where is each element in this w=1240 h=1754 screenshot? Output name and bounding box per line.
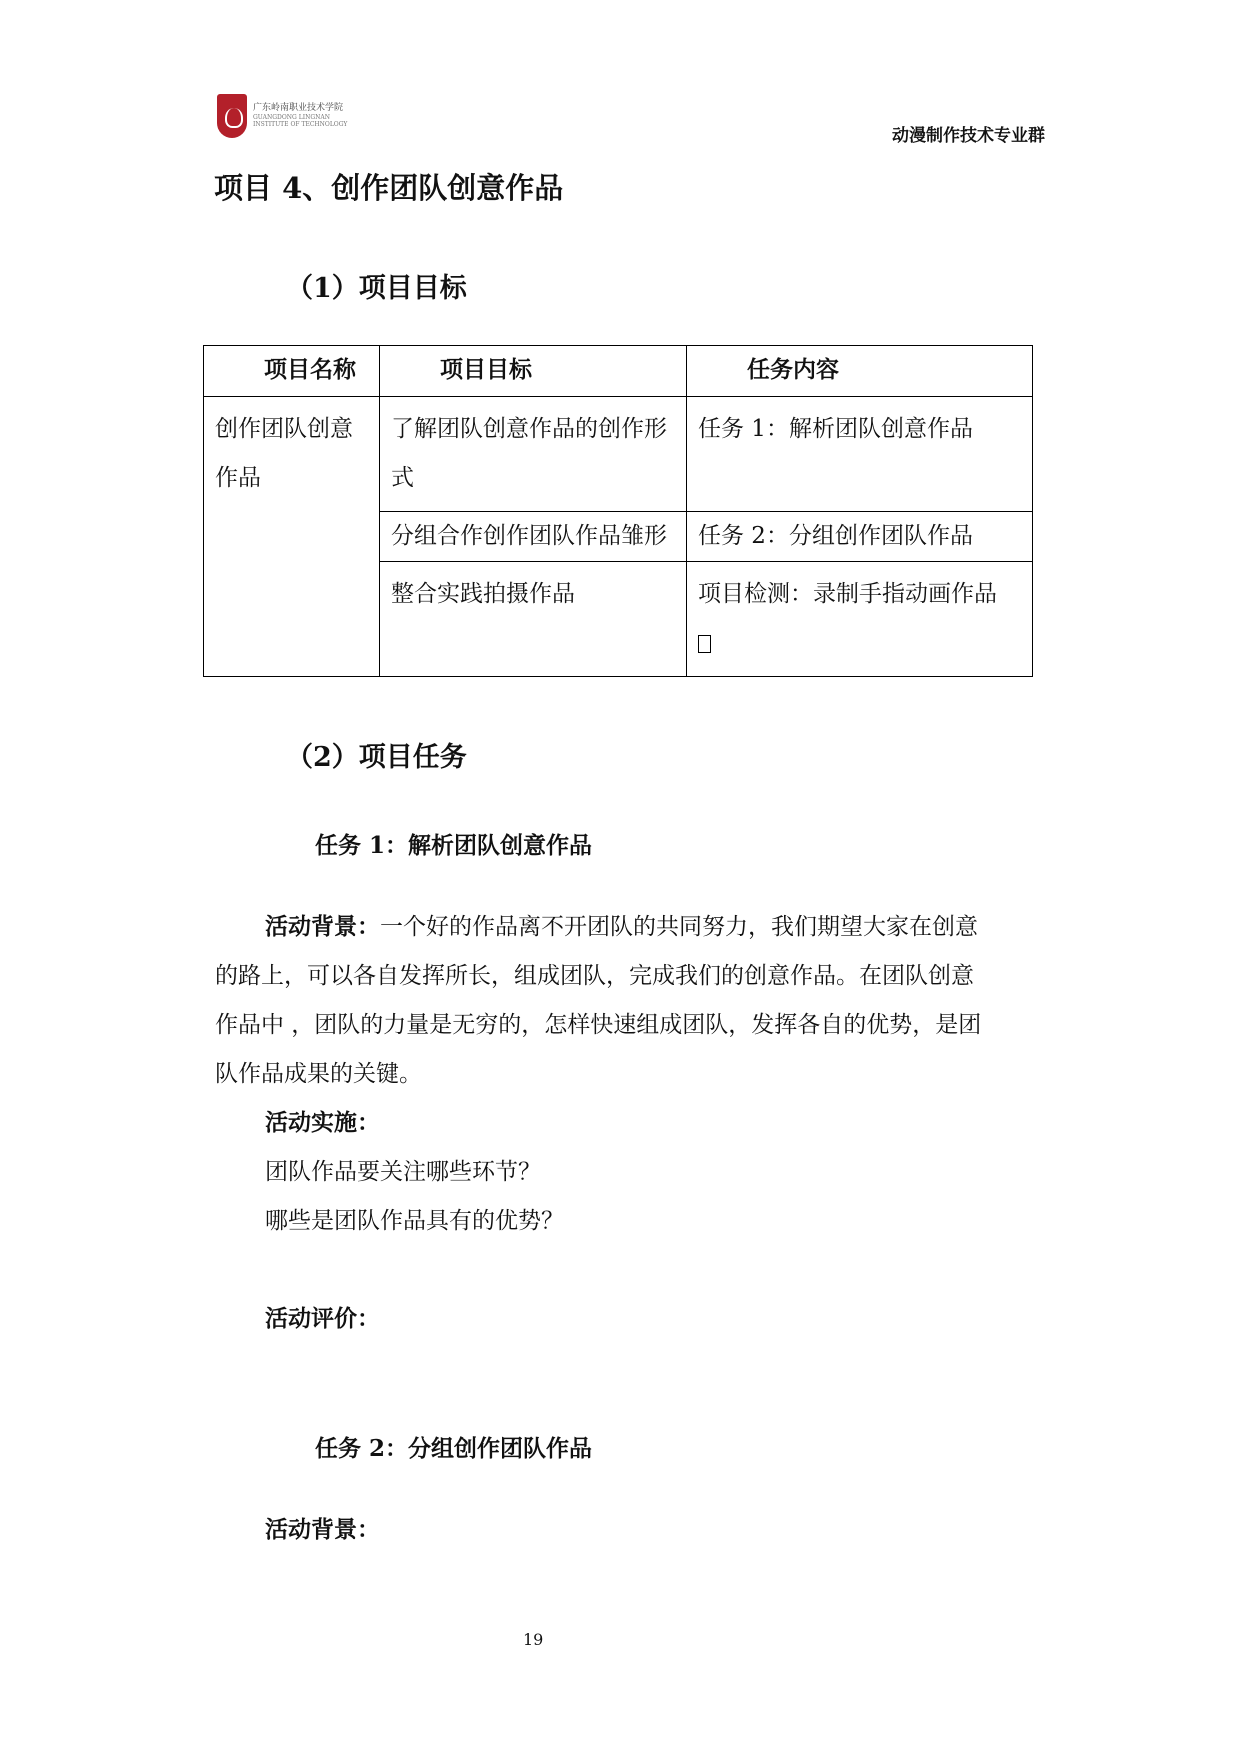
paragraph-line: 队作品成果的关键。 bbox=[215, 1061, 422, 1087]
goal-cell: 了解团队创意作品的创作形式 bbox=[380, 397, 687, 512]
paragraph-line: 活动背景：一个好的作品离不开团队的共同努力，我们期望大家在创意 bbox=[265, 913, 978, 940]
goals-table bbox=[203, 345, 1033, 677]
task-cell: 项目检测：录制手指动画作品 bbox=[687, 562, 1033, 677]
table-header-row bbox=[204, 346, 1033, 397]
header-cell: 项目目标 bbox=[380, 346, 687, 397]
task-cell: 任务 1：解析团队创意作品 bbox=[687, 397, 1033, 512]
question: 团队作品要关注哪些环节？ bbox=[265, 1159, 541, 1185]
shield-icon bbox=[217, 94, 247, 138]
question: 哪些是团队作品具有的优势？ bbox=[265, 1208, 564, 1234]
college-logo bbox=[217, 94, 348, 140]
paragraph-line: 作品中 ，团队的力量是无穷的，怎样快速组成团队，发挥各自的优势，是团 bbox=[215, 1012, 982, 1038]
missing-glyph-box bbox=[698, 635, 711, 653]
task2-heading: 任务 2：分组创作团队作品 bbox=[315, 1435, 593, 1462]
page-title: 项目 4、创作团队创意作品 bbox=[214, 171, 564, 205]
section-heading-2: （2）项目任务 bbox=[286, 742, 467, 773]
task1-heading: 任务 1：解析团队创意作品 bbox=[315, 832, 593, 859]
task2-bg-label: 活动背景： bbox=[265, 1516, 380, 1543]
task-cell: 任务 2：分组创作团队作品 bbox=[687, 512, 1033, 562]
logo-cn: 广东岭南职业技术学院 bbox=[253, 103, 344, 113]
table-row bbox=[204, 397, 1033, 512]
header-right: 动漫制作技术专业群 bbox=[892, 126, 1045, 146]
impl-label: 活动实施： bbox=[265, 1109, 380, 1136]
logo-en: GUANGDONG LINGNAN INSTITUTE OF TECHNOLOGY bbox=[253, 114, 348, 128]
project-name-cell: 创作团队创意作品 bbox=[204, 397, 380, 677]
goal-cell: 整合实践拍摄作品 bbox=[380, 562, 687, 677]
eval-label: 活动评价： bbox=[265, 1305, 380, 1332]
paragraph-line: 的路上，可以各自发挥所长，组成团队，完成我们的创意作品。在团队创意 bbox=[215, 963, 974, 989]
header-cell: 项目名称 bbox=[204, 346, 380, 397]
page-number: 19 bbox=[523, 1630, 544, 1649]
header-cell: 任务内容 bbox=[687, 346, 1033, 397]
goal-cell: 分组合作创作团队作品雏形 bbox=[380, 512, 687, 562]
section-heading-1: （1）项目目标 bbox=[286, 273, 467, 304]
